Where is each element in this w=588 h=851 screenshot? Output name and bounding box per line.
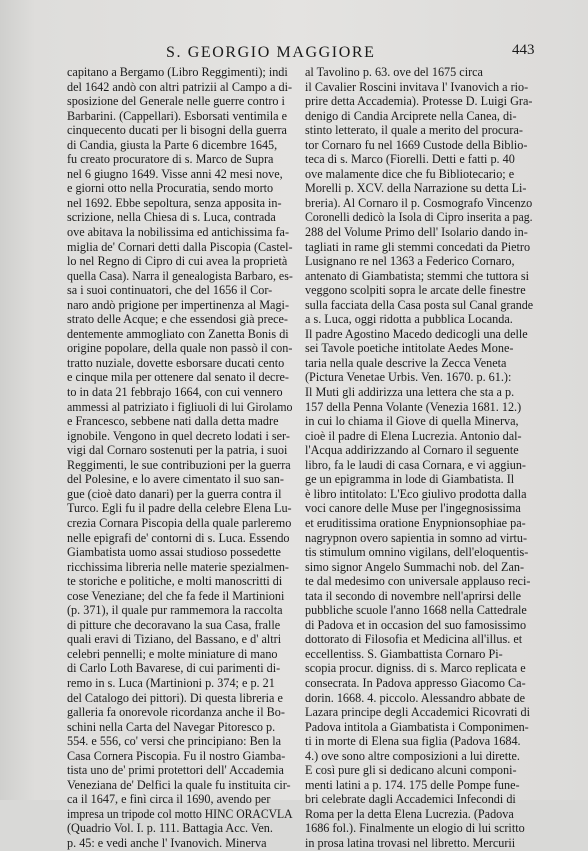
text-line: Barbarini. (Cappellari). Esborsati ventimila e (67, 108, 287, 123)
text-line: schini nella Carta del Navegar Pitoresco p. (67, 719, 276, 734)
text-line: Lusignano re nel 1363 a Federico Cornaro, (305, 254, 515, 269)
running-title: S. GEORGIO MAGGIORE (166, 44, 376, 61)
text-line: scrizione, nella Chiesa di s. Luca, contrada (67, 210, 276, 225)
text-line: eccellentiss. S. Giambattista Cornaro Pi- (305, 646, 503, 661)
text-line: ca il 1647, e finì circa il 1690, avendo per (67, 792, 271, 807)
text-line: 1686 fol.). Finalmente un elogio di lui scritto (305, 821, 525, 836)
text-line: miglia de' Cornari detti dalla Piscopia (Castel- (67, 239, 293, 254)
text-line: taria nella quale descrive la Zecca Veneta (305, 355, 507, 370)
text-line: nelle epigrafi de' contorni di s. Luca. Essendo (67, 530, 290, 545)
text-line: impresa un tripode col motto HINC ORACVLA (67, 806, 293, 821)
text-line: di Candia, giusta la Parte 6 dicembre 1645, (67, 137, 278, 152)
text-line: remo in s. Luca (Martinioni p. 374; e p. 21 (67, 675, 275, 690)
text-line: e Francesco, sebbene nati dalla detta madre (67, 414, 279, 429)
text-line: vigi dal Cornaro sostenuti per la patria, i suoi (67, 443, 288, 458)
text-line: gue (cioè dato danari) per la guerra contra il (67, 486, 282, 501)
text-line: ammessi al patriziato i figliuoli di lui Girolamo (67, 399, 293, 414)
text-line: ti in morte di Elena sua figlia (Padova 1684. (305, 734, 521, 749)
text-line: menti latini a p. 174. 175 delle Pompe fune- (305, 777, 520, 792)
page-number: 443 (512, 42, 535, 58)
text-line: dottorato di Filosofia et Medicina all'illus. et (305, 632, 523, 647)
text-line: Morelli p. XCV. della Narrazione su detta Li- (305, 181, 527, 196)
page-header (0, 44, 588, 64)
text-line: ignobile. Vengono in quel decreto lodati i ser- (67, 428, 290, 443)
text-line: 157 della Penna Volante (Venezia 1681. 12.) (305, 399, 522, 414)
text-line: ove abitava la nobilissima ed antichissima fa- (67, 225, 290, 240)
text-line: il Cavalier Roscini invitava l' Ivanovich a rio- (305, 79, 529, 94)
text-line: tista uno de' primi protettori dell' Accademia (67, 763, 284, 778)
text-line: capitano a Bergamo (Libro Reggimenti); indi (67, 65, 288, 79)
text-line: sulla facciata della Casa posta sul Canal grande (305, 297, 534, 312)
text-line: tata il secondo di novembre nell'aprirsi delle (305, 588, 522, 603)
text-line: Il Muti gli addirizza una lettera che sta a p. (305, 385, 515, 400)
text-line: E così pure gli si dedicano alcuni componi- (305, 763, 517, 778)
text-line: e giorni otto nella Procuratia, sendo morto (67, 181, 274, 196)
text-line: libro, fa le laudi di casa Cornara, e vi aggiun- (305, 457, 526, 472)
text-line: Veneziana de' Delfici la quale fu instituita cir- (67, 777, 291, 792)
text-line: naro andò prigione per impertinenza al Magi- (67, 297, 289, 312)
text-line: Il padre Agostino Macedo dedicogli una delle (305, 326, 528, 341)
text-line: antenato di Giambatista; stemmi che tuttora si (305, 268, 530, 283)
text-line: crezia Cornara Piscopia della quale parleremo (67, 515, 292, 530)
text-line: origine popolare, della quale non passò il con- (67, 341, 293, 356)
text-line: pubbliche scuole l'anno 1668 nella Cattedrale (305, 603, 527, 618)
text-line: tor Cornaro fu nel 1669 Custode della Biblio- (305, 137, 528, 152)
text-line: breria). Al Cornaro il p. Cosmografo Vincenzo (305, 195, 533, 210)
text-line: del Catalogo dei pittori). Di questa libreria e (67, 690, 283, 705)
text-line: tis stimulum omnino vigilans, dell'eloquentis- (305, 545, 529, 560)
text-line: celebri pennelli; e molte miniature di mano (67, 646, 278, 661)
text-line: Casa Cornera Piscopia. Fu il nostro Giamba- (67, 748, 286, 763)
text-line: 554. e 556, co' versi che principiano: Ben la (67, 734, 282, 749)
text-line: veggono scolpiti sopra le arcate delle finestre (305, 283, 526, 298)
text-line: di Carlo Loth Bavarese, di cui parimenti di- (67, 661, 281, 676)
text-line: e cinque mila per ottenere dal senato il decre- (67, 370, 289, 385)
text-line: di pitture che decoravano la sua Casa, fralle (67, 617, 281, 632)
text-line: Roma per la detta Elena Lucrezia. (Padova (305, 806, 514, 821)
text-line: è libro intitolato: L'Eco giulivo prodotta dalla (305, 486, 527, 501)
text-line: Coronelli dedicò la Isola di Cipro inserita a pag. (305, 210, 533, 225)
text-line: tratto nuziale, dovette esborsare ducati cento (67, 355, 285, 370)
text-line: sei Tavole poetiche intitolate Aedes Mone- (305, 341, 514, 356)
text-line: Lazara principe degli Accademici Ricovrati di (305, 705, 531, 720)
text-line: stinto letterato, il quale a merito del procura- (305, 123, 523, 138)
text-line: sposizione del Generale nelle guerre contro i (67, 94, 285, 109)
text-line: dorin. 1668. 4. piccolo. Alessandro abbate de (305, 690, 525, 705)
text-line: del 1642 andò con altri patrizii al Campo a di- (67, 79, 293, 94)
text-line: te storiche e politiche, e molti manoscritti di (67, 574, 283, 589)
text-line: et eruditissima oratione Enypnionsophiae pa- (305, 515, 526, 530)
text-line: l'Acqua addirizzando al Cornaro il seguente (305, 443, 519, 458)
text-line: Giambatista uomo assai studioso possedette (67, 545, 281, 560)
text-line: tagliati in rame gli stemmi concedati da Pietro (305, 239, 531, 254)
text-line: in prosa latina trovasi nel libretto. Mercurii (305, 835, 516, 850)
right-text-column (305, 65, 533, 851)
left-text-column (67, 65, 293, 851)
text-line: (Quadrio Vol. I. p. 111. Battagia Acc. Ven. (67, 821, 273, 836)
text-line: (Pictura Venetae Urbis. Ven. 1670. p. 61.): (305, 370, 512, 385)
text-line: strato delle Acque; e che essendosi già prece- (67, 312, 288, 327)
text-line: cose Veneziane; del che fa fede il Martinioni (67, 588, 285, 603)
text-line: quella Casa). Narra il genealogista Barbaro, es- (67, 268, 293, 283)
text-line: del Polesine, e lo avere cimentato il suo san- (67, 472, 284, 487)
text-line: quali eravi di Tiziano, del Bassano, e d' altri (67, 632, 282, 647)
text-line: 4.) ove sono altre composizioni a lui dirette. (305, 748, 520, 763)
text-line: galleria fa onorevole ricordanza anche il Bo- (67, 705, 285, 720)
text-line: dentemente ammogliato con Zanetta Bonis di (67, 326, 289, 341)
text-line: consecrata. In Padova appresso Giacomo Ca- (305, 675, 526, 690)
text-line: te dal medesimo con universale applauso reci- (305, 574, 531, 589)
text-line: nel 6 giugno 1649. Visse anni 42 mesi nove, (67, 166, 283, 181)
text-line: simo signor Angelo Summachi nob. del Zan- (305, 559, 525, 574)
text-line: bri celebrate dagli Accademici Infecondi di (305, 792, 516, 807)
text-line: teca di s. Marco (Fiorelli. Detti e fatti p. 40 (305, 152, 515, 167)
text-line: Turco. Egli fu il padre della celebre Elena Lu- (67, 501, 292, 516)
text-line: di Padova et in occasion del suo famosissimo (305, 617, 527, 632)
text-line: prire detta Accademia). Protesse D. Luigi Gra- (305, 94, 533, 109)
text-line: ge un epigramma in lode di Giambatista. Il (305, 472, 515, 487)
text-line: p. 45: e vedi anche l' Ivanovich. Minerva (67, 835, 267, 850)
text-line: ove malamente dice che fu Bibliotecario; e (305, 166, 515, 181)
text-line: a s. Luca, oggi ridotta a pubblica Locanda. (305, 312, 513, 327)
text-line: nagrypnon overo sapientia in somno ad virtu- (305, 530, 528, 545)
text-line: cinquecento ducati per li bisogni della guerra (67, 123, 287, 138)
text-line: lo nel Regno di Cipro di cui avea la proprietà (67, 254, 288, 269)
text-line: denigo di Candia Arciprete nella Canea, di- (305, 108, 517, 123)
text-line: voci canore delle Muse per l'ingegnosissima (305, 501, 521, 516)
text-line: ricchissima libreria nelle materie spezialmen- (67, 559, 289, 574)
text-line: (p. 371), il quale pur rammemora la raccolta (67, 603, 283, 618)
text-line: to in data 21 febbrajo 1664, con cui vennero (67, 385, 283, 400)
text-line: cioè il padre di Elena Lucrezia. Antonio dal- (305, 428, 522, 443)
text-line: nel 1692. Ebbe sepoltura, senza apposita in- (67, 195, 282, 210)
text-line: Padova intitola a Giambatista i Componimen- (305, 719, 529, 734)
text-line: in cui lo chiama il Giove di quella Minerva, (305, 414, 519, 429)
text-line: 288 del Volume Primo dell' Isolario dando in- (305, 225, 528, 240)
text-line: al Tavolino p. 63. ove del 1675 circa (305, 65, 483, 79)
text-line: sa i suoi continuatori, che del 1656 il Cor- (67, 283, 273, 298)
text-line: Reggimenti, le sue contribuzioni per la guerra (67, 457, 291, 472)
text-line: scopia procur. digniss. di s. Marco replicata e (305, 661, 526, 676)
text-line: fu creato procuratore di s. Marco de Supra (67, 152, 274, 167)
